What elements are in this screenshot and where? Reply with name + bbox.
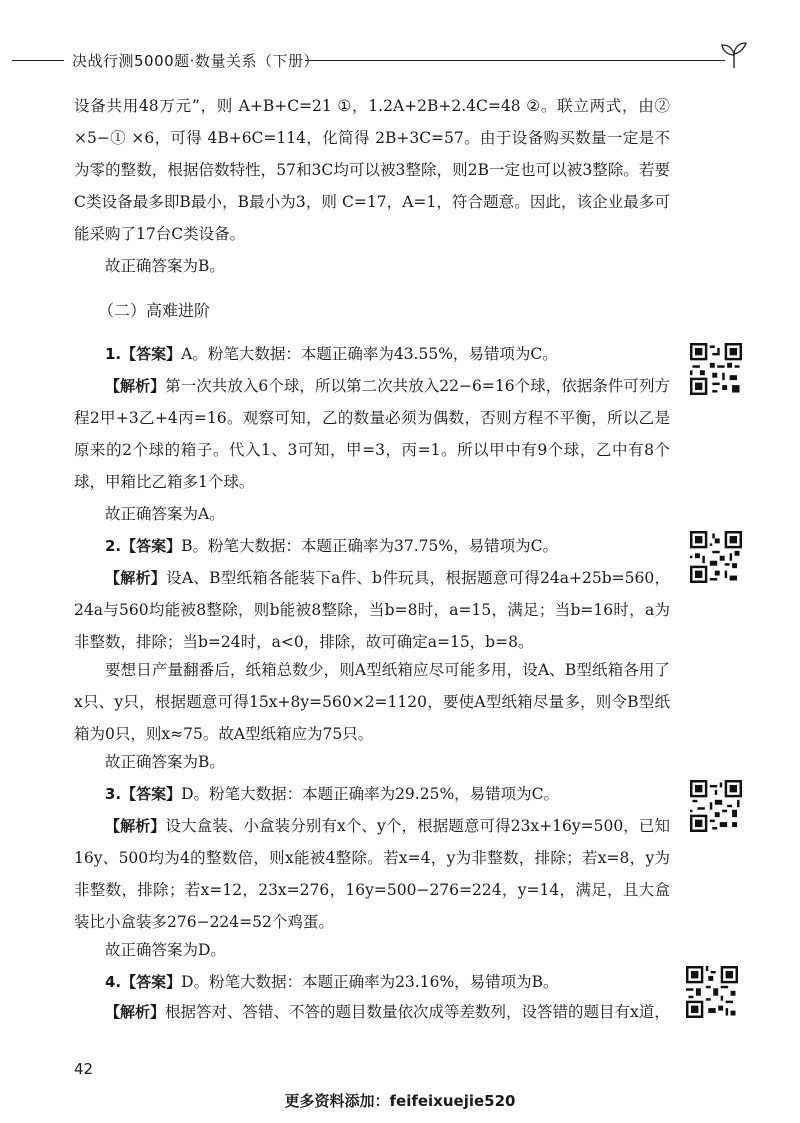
q2-answer [74,530,670,562]
q1-answer [74,338,670,370]
q2-extra: 要想日产量翻番后，纸箱总数少，则A型纸箱应尽可能多用，设A、B型纸箱各用了x只、y只，根据题意可得15x+8y=560×2=1120，要使A型纸箱尽量多，则令B型纸箱为0只，则x≈75。故A型纸箱应为75只。 [74,661,670,743]
section-title: （二）高难进阶 [98,301,211,320]
q3-analysis-label: 【解析】 [105,817,166,835]
q1-analysis-text: 第一次共放入6个球，所以第二次共放入22−6=16个球，依据条件可列方程2甲+3乙+4丙=16。观察可知，乙的数量必须为偶数，否则方程不平衡，所以乙是原来的2个球的箱子。代入1、3可知，甲=3，丙=1。所以甲中有9个球，乙中有8个球，甲箱比乙箱多1个球。 [74,377,670,491]
conclusion-previous: 故正确答案为B。 [105,257,225,275]
footer-note: 更多资料添加：feifeixuejie520 [284,1092,516,1110]
q3-answer-text: D。粉笔大数据：本题正确率为29.25%，易错项为C。 [181,785,560,803]
paragraph-continued: 设备共用48万元”，则 A+B+C=21 ①，1.2A+2B+2.4C=48 ②。联立两式，由② ×5−① ×6，可得 4B+6C=114，化简得 2B+3C=57。由于设备购买数量一定是不为零的整数，根据倍数特性，57和3C均可以被3整除，则2B一定也可以被3整除。若要C类设备最多即B最小，B最小为3，则 C=17，A=1，符合题意。因此，该企业最多可能采购了17台C类设备。 [74,97,670,243]
qr-code-q4[interactable] [686,966,738,1018]
q1-analysis-label: 【解析】 [105,377,166,395]
qr-code-q1[interactable] [690,343,742,395]
page-header [0,38,800,78]
q3-analysis-text: 设大盒装、小盒装分别有x个、y个，根据题意可得23x+16y=500，已知16y、500均为4的整数倍，则x能被4整除。若x=4，y为非整数，排除；若x=8，y为非整数，排除；若x=12，23x=276，16y=500−276=224，y=14，满足，且大盒装比小盒装多276−224=52个鸡蛋。 [74,817,670,931]
q4-answer [74,966,670,998]
q3-answer [74,778,670,810]
q4-analysis-label: 【解析】 [105,1003,166,1021]
q1-answer-label: 1.【答案】 [105,345,182,363]
q1-conclusion: 故正确答案为A。 [105,505,225,523]
q4-answer-label: 4.【答案】 [105,973,182,991]
q4-analysis [74,996,670,1028]
q2-analysis-text: 设A、B型纸箱各能装下a件、b件玩具，根据题意可得24a+25b=560，24a与560均能被8整除，则b能被8整除，当b=8时，a=15，满足；当b=16时，a为非整数，排除；当b=24时，a<0，排除，故可确定a=15，b=8。 [74,569,670,651]
qr-code-q2[interactable] [690,531,742,583]
q2-analysis [74,562,670,658]
q2-analysis-label: 【解析】 [105,569,167,587]
header-rule-left [12,60,64,61]
q2-answer-label: 2.【答案】 [105,537,182,555]
q2-conclusion: 故正确答案为B。 [105,753,225,771]
q4-answer-text: D。粉笔大数据：本题正确率为23.16%，易错项为B。 [181,973,559,991]
q3-analysis [74,810,670,938]
page-number: 42 [74,1060,94,1078]
q3-answer-label: 3.【答案】 [105,785,182,803]
sprout-icon [718,40,750,70]
q2-answer-text: B。粉笔大数据：本题正确率为37.75%，易错项为C。 [181,537,558,555]
q4-analysis-text: 根据答对、答错、不答的题目数量依次成等差数列，设答错的题目有x道， [165,1003,670,1021]
q1-answer-text: A。粉笔大数据：本题正确率为43.55%，易错项为C。 [181,345,558,363]
q1-analysis [74,370,670,498]
q3-conclusion: 故正确答案为D。 [105,941,226,959]
header-rule-right [305,60,725,61]
qr-code-q3[interactable] [690,780,742,832]
book-title: 决战行测5000题·数量关系（下册） [72,52,319,70]
